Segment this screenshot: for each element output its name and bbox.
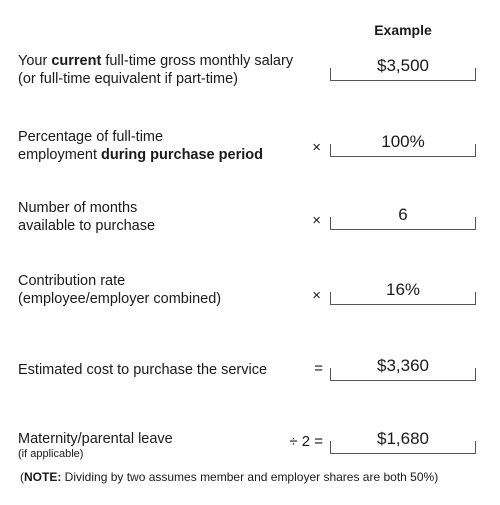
estimated-cost-label-line1: Estimated cost to purchase the service (18, 362, 268, 378)
multiply-operator: × (312, 287, 321, 304)
footnote: (NOTE: Dividing by two assumes member and employer shares are both 50%) (20, 470, 439, 484)
estimated-cost-value: $3,360 (330, 354, 476, 381)
months-label-line1: Number of months (18, 200, 138, 216)
percentage-label (18, 128, 263, 164)
parental-leave-value: $1,680 (330, 427, 476, 454)
salary-label (18, 52, 293, 88)
equals-operator: = (314, 360, 323, 377)
parental-leave-label-line2: (if applicable) (18, 448, 84, 460)
months-value: 6 (330, 203, 476, 230)
percentage-label-line1: Percentage of full-time (18, 129, 164, 145)
salary-label-line1: Your current full-time gross monthly salary (18, 53, 294, 69)
months-label (18, 199, 155, 235)
multiply-operator: × (312, 212, 321, 229)
parental-leave-label (18, 430, 173, 461)
contribution-label (18, 272, 221, 308)
example-column-header: Example (374, 22, 432, 38)
multiply-operator: × (312, 139, 321, 156)
percentage-value: 100% (330, 130, 476, 157)
months-label-line2: available to purchase (18, 218, 156, 234)
contribution-label-line2: (employee/employer combined) (18, 291, 222, 307)
contribution-value: 16% (330, 278, 476, 305)
contribution-label-line1: Contribution rate (18, 273, 126, 289)
percentage-label-line2: employment during purchase period (18, 147, 263, 163)
estimated-cost-label (18, 361, 267, 379)
divide-equals-operator: ÷ 2 = (289, 433, 323, 450)
salary-value: $3,500 (330, 54, 476, 81)
salary-label-line2: (or full-time equivalent if part-time) (18, 71, 238, 87)
parental-leave-label-line1: Maternity/parental leave (18, 431, 173, 447)
